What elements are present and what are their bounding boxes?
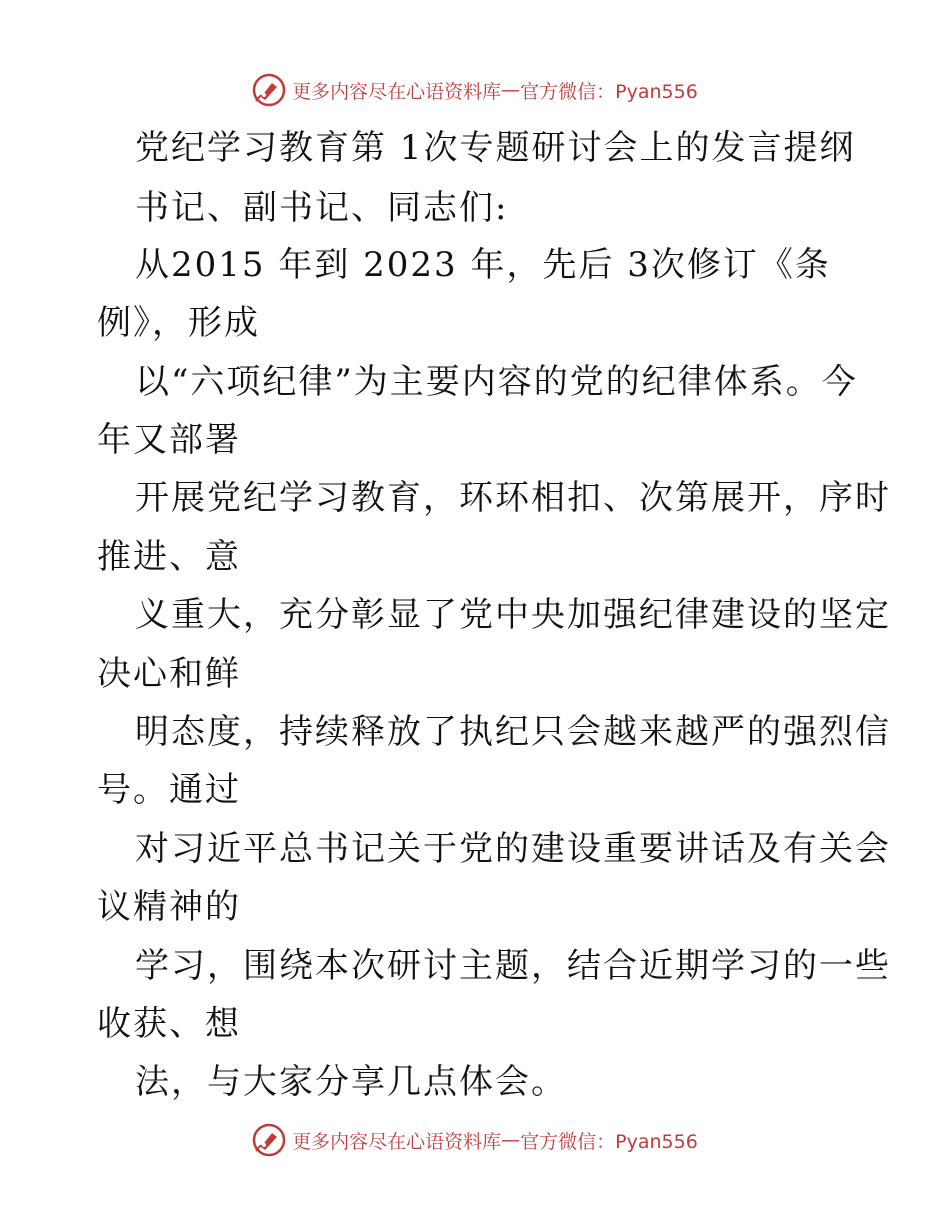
watermark-suffix: 官方微信：Pyan556: [520, 1130, 698, 1153]
document-title: 党纪学习教育第 1次专题研讨会上的发言提纲: [135, 128, 856, 168]
watermark-separator: —: [501, 79, 521, 101]
watermark-text: 更多内容尽在心语资料库: [292, 80, 502, 103]
paragraph-line: 以“六项纪律”为主要内容的党的纪律体系。今: [135, 362, 858, 402]
paragraph-line: 推进、意: [97, 537, 241, 577]
paragraph-line: 明态度，持续释放了执纪只会越来越严的强烈信: [135, 712, 891, 752]
footer-watermark: [0, 1120, 950, 1160]
watermark-separator: —: [501, 1129, 521, 1151]
paragraph-line: 例》，形成: [97, 303, 260, 343]
paragraph-line: 决心和鲜: [97, 654, 241, 694]
header-watermark: [0, 70, 950, 110]
paragraph-line: 年又部署: [97, 420, 241, 460]
watermark-text: 更多内容尽在心语资料库: [292, 1130, 502, 1153]
pen-nib-logo-icon: [252, 73, 286, 107]
paragraph-line: 对习近平总书记关于党的建设重要讲话及有关会: [135, 829, 891, 869]
paragraph-line: 号。通过: [97, 770, 241, 810]
pen-nib-logo-icon: [252, 1123, 286, 1157]
paragraph-line: 议精神的: [97, 887, 241, 927]
paragraph-line: 从2015 年到 2023 年，先后 3次修订《条: [135, 245, 831, 285]
watermark-suffix: 官方微信：Pyan556: [520, 80, 698, 103]
paragraph-line: 收获、想: [97, 1004, 241, 1044]
paragraph-line: 义重大，充分彰显了党中央加强纪律建设的坚定: [135, 595, 891, 635]
paragraph-line: 法，与大家分享几点体会。: [135, 1062, 567, 1102]
greeting: 书记、副书记、同志们:: [135, 188, 509, 228]
paragraph-line: 开展党纪学习教育，环环相扣、次第展开，序时: [135, 478, 891, 518]
paragraph-line: 学习，围绕本次研讨主题，结合近期学习的一些: [135, 946, 891, 986]
